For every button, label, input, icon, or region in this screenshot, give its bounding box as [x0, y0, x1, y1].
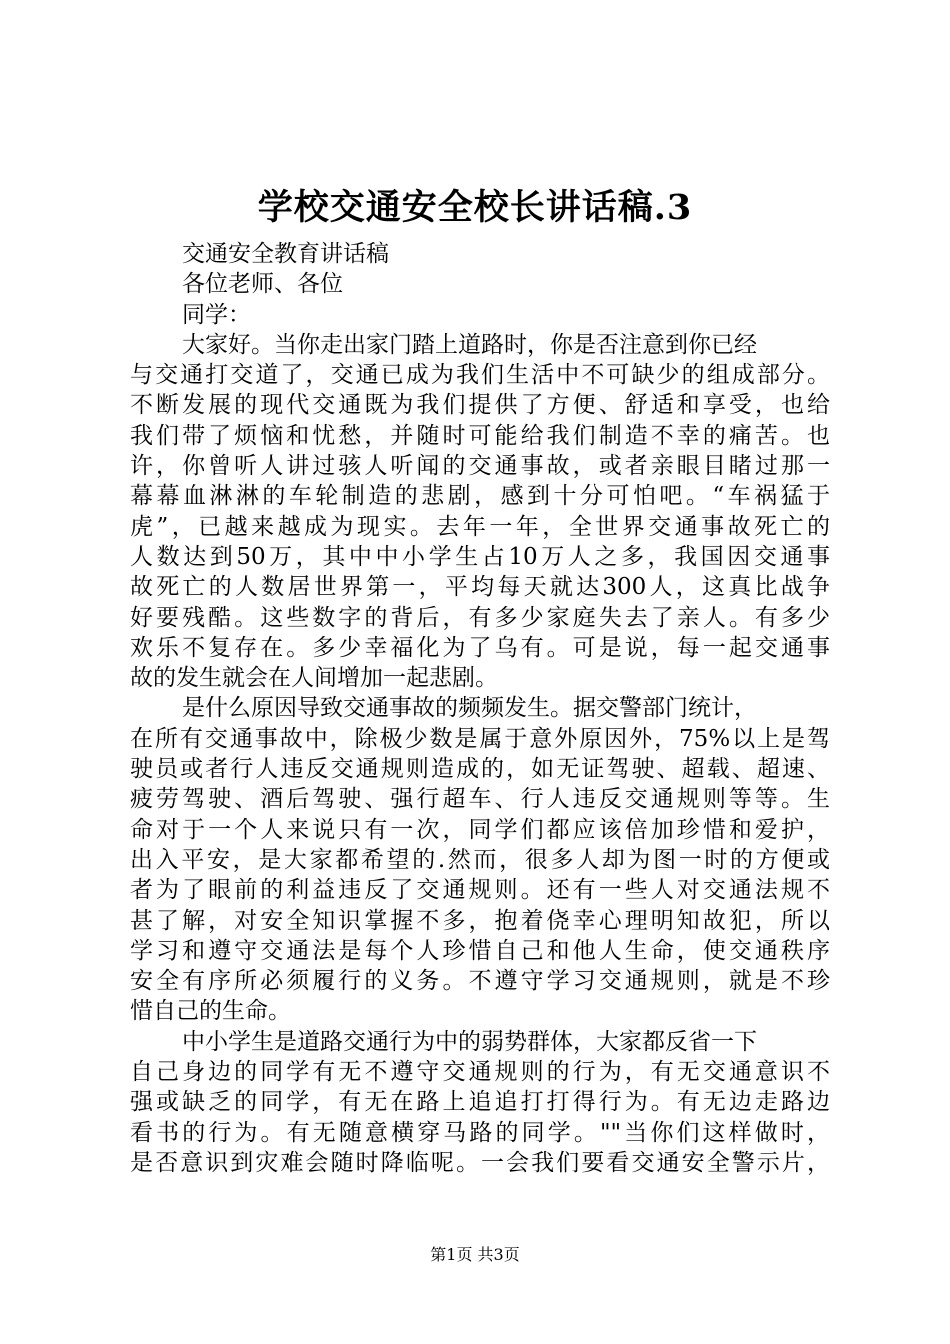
body-line: 大家好。当你走出家门踏上道路时，你是否注意到你已经	[182, 331, 757, 358]
body-line: 好要残酷。这些数字的背后，有多少家庭失去了亲人。有多少	[130, 604, 830, 631]
body-line: 我们带了烦恼和忧愁，并随时可能给我们制造不幸的痛苦。也	[130, 422, 830, 449]
body-line: 与交通打交道了，交通已成为我们生活中不可缺少的组成部分。	[130, 362, 830, 389]
body-line: 故的发生就会在人间增加一起悲剧。	[130, 665, 498, 692]
body-line: 欢乐不复存在。多少幸福化为了乌有。可是说，每一起交通事	[130, 634, 830, 661]
body-line: 出入平安，是大家都希望的.然而，很多人却为图一时的方便或	[130, 846, 830, 873]
body-line: 安全有序所必须履行的义务。不遵守学习交通规则，就是不珍	[130, 968, 830, 995]
body-line: 各位老师、各位	[182, 271, 343, 298]
body-line: 是否意识到灾难会随时降临呢。一会我们要看交通安全警示片，	[130, 1149, 830, 1176]
body-line: 同学：	[182, 301, 251, 328]
body-line: 幕幕血淋淋的车轮制造的悲剧，感到十分可怕吧。“车祸猛于	[130, 483, 830, 510]
body-line: 不断发展的现代交通既为我们提供了方便、舒适和享受，也给	[130, 392, 830, 419]
body-line: 学习和遵守交通法是每个人珍惜自己和他人生命，使交通秩序	[130, 937, 830, 964]
body-line: 自己身边的同学有无不遵守交通规则的行为，有无交通意识不	[130, 1059, 830, 1086]
body-line: 许，你曾听人讲过骇人听闻的交通事故，或者亲眼目睹过那一	[130, 453, 830, 480]
body-line: 在所有交通事故中，除极少数是属于意外原因外，75%以上是驾	[130, 725, 830, 752]
body-line: 中小学生是道路交通行为中的弱势群体，大家都反省一下	[182, 1028, 757, 1055]
body-line: 惜自己的生命。	[130, 998, 291, 1025]
body-line: 命对于一个人来说只有一次，同学们都应该倍加珍惜和爱护，	[130, 816, 830, 843]
body-line: 强或缺乏的同学，有无在路上追追打打得行为。有无边走路边	[130, 1089, 830, 1116]
body-line: 是什么原因导致交通事故的频频发生。据交警部门统计，	[182, 695, 757, 722]
page-footer: 第1页 共3页	[430, 1245, 520, 1264]
body-line: 故死亡的人数居世界第一，平均每天就达300人，这真比战争	[130, 574, 830, 601]
document-body	[130, 239, 830, 1178]
body-line: 甚了解，对安全知识掌握不多，抱着侥幸心理明知故犯，所以	[130, 907, 830, 934]
document-title: 学校交通安全校长讲话稿.3	[257, 187, 693, 228]
body-line: 虎”，已越来越成为现实。去年一年，全世界交通事故死亡的	[130, 513, 830, 540]
body-line: 人数达到50万，其中中小学生占10万人之多，我国因交通事	[130, 543, 830, 570]
body-line: 者为了眼前的利益违反了交通规则。还有一些人对交通法规不	[130, 877, 830, 904]
body-line: 交通安全教育讲话稿	[182, 241, 389, 267]
body-line: 疲劳驾驶、酒后驾驶、强行超车、行人违反交通规则等等。生	[130, 786, 830, 813]
body-line: 看书的行为。有无随意横穿马路的同学。""当你们这样做时，	[130, 1119, 830, 1146]
body-line: 驶员或者行人违反交通规则造成的，如无证驾驶、超载、超速、	[130, 756, 830, 783]
